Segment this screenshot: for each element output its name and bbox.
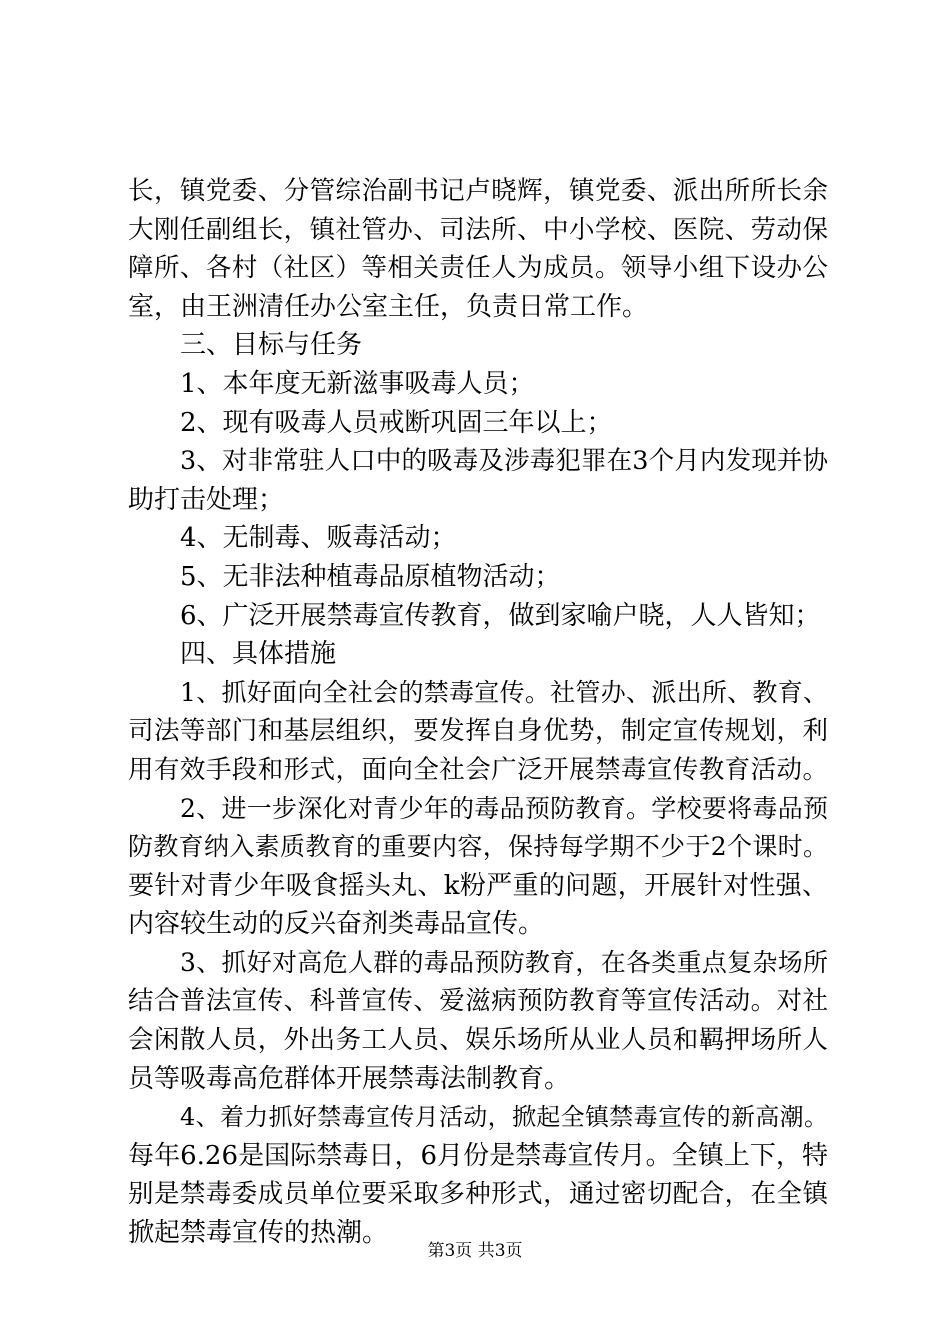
text-line: 结合普法宣传、科普宣传、爱滋病预防教育等宣传活动。对社 — [128, 986, 828, 1017]
text-line: 员等吸毒高危群体开展禁毒法制教育。 — [128, 1063, 571, 1094]
text-line: 4、无制毒、贩毒活动； — [180, 523, 457, 554]
text-line: 3、抓好对高危人群的毒品预防教育，在各类重点复杂场所 — [180, 947, 828, 977]
text-line: 长，镇党委、分管综治副书记卢晓辉，镇党委、派出所所长余 — [128, 176, 828, 206]
text-line: 会闲散人员，外出务工人员、娱乐场所从业人员和羁押场所人 — [128, 1025, 828, 1056]
text-line: 司法等部门和基层组织，要发挥自身优势，制定宣传规划，利 — [128, 716, 828, 747]
page-number-footer: 第3页 共3页 — [427, 1241, 523, 1261]
section-heading: 四、具体措施 — [180, 639, 337, 670]
text-line: 掀起禁毒宣传的热潮。 — [128, 1218, 389, 1249]
text-line: 4、着力抓好禁毒宣传月活动，掀起全镇禁毒宣传的新高潮。 — [180, 1103, 828, 1132]
text-line: 大刚任副组长，镇社管办、司法所、中小学校、医院、劳动保 — [128, 214, 828, 245]
text-line: 1、抓好面向全社会的禁毒宣传。社管办、派出所、教育、 — [180, 677, 828, 707]
text-line: 防教育纳入素质教育的重要内容，保持每学期不少于2个课时。 — [128, 832, 828, 862]
text-line: 2、现有吸毒人员戒断巩固三年以上； — [180, 407, 613, 438]
text-line: 6、广泛开展禁毒宣传教育，做到家喻户晓，人人皆知； — [180, 600, 821, 631]
text-line: 5、无非法种植毒品原植物活动； — [180, 561, 561, 592]
text-line: 2、进一步深化对青少年的毒品预防教育。学校要将毒品预 — [180, 793, 828, 823]
text-line: 1、本年度无新滋事吸毒人员； — [180, 368, 535, 399]
text-line: 每年6.26是国际禁毒日，6月份是禁毒宣传月。全镇上下，特 — [128, 1140, 828, 1171]
text-line: 用有效手段和形式，面向全社会广泛开展禁毒宣传教育活动。 — [128, 754, 828, 785]
text-line: 内容较生动的反兴奋剂类毒品宣传。 — [128, 909, 545, 940]
document-body — [128, 172, 828, 1253]
text-line: 3、对非常驻人口中的吸毒及涉毒犯罪在3个月内发现并协 — [180, 446, 828, 477]
text-line: 室，由王洲清任办公室主任，负责日常工作。 — [128, 291, 649, 322]
section-heading: 三、目标与任务 — [180, 330, 363, 361]
text-line: 别是禁毒委成员单位要采取多种形式，通过密切配合，在全镇 — [128, 1179, 828, 1210]
text-line: 要针对青少年吸食摇头丸、k粉严重的问题，开展针对性强、 — [128, 870, 828, 901]
text-line: 障所、各村（社区）等相关责任人为成员。领导小组下设办公 — [128, 253, 828, 284]
text-line: 助打击处理； — [128, 484, 285, 515]
